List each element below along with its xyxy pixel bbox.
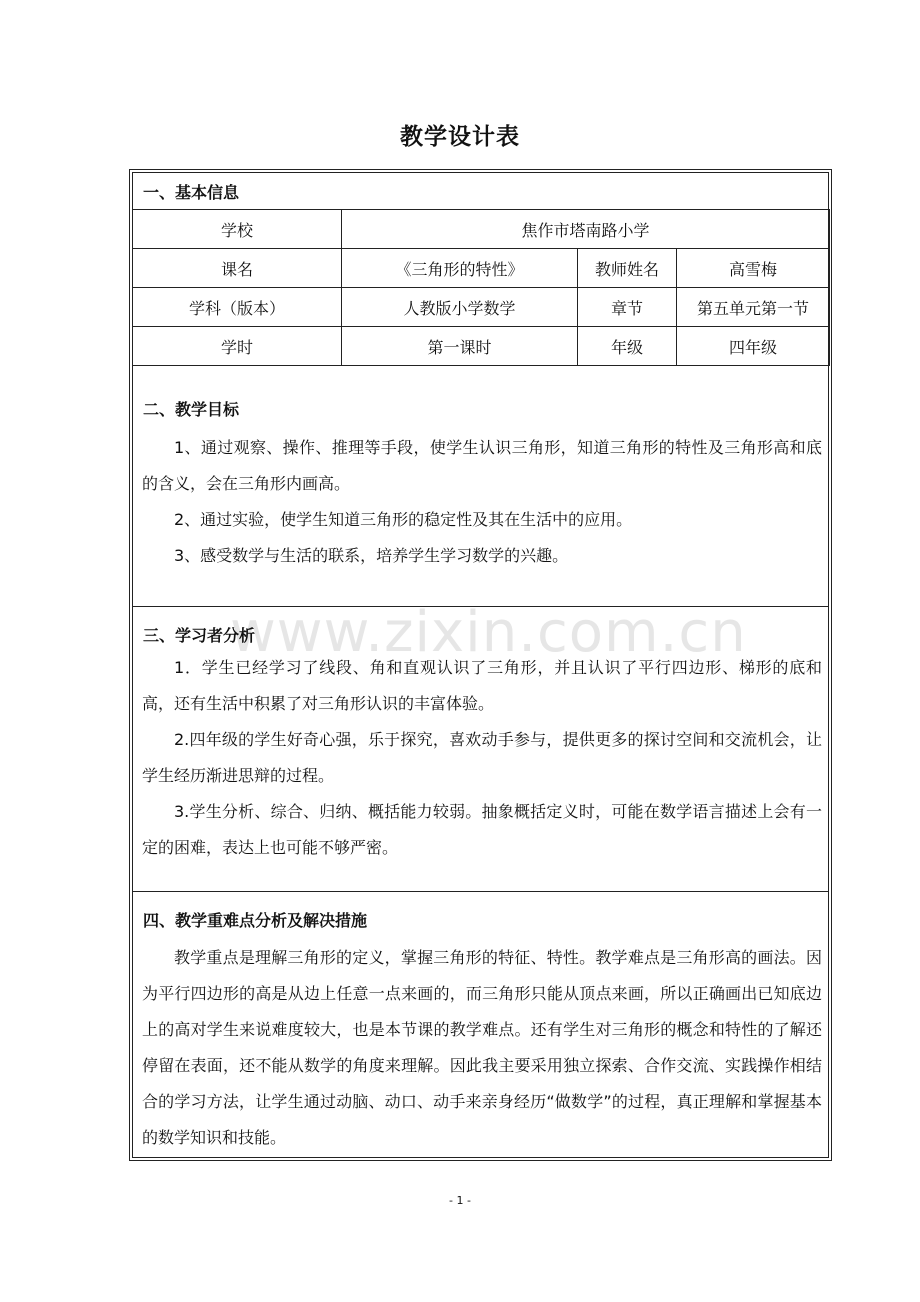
table-cell: 课名 <box>133 249 342 288</box>
page-number: - 1 - <box>449 1194 471 1207</box>
table-cell: 第五单元第一节 <box>677 288 830 327</box>
table-cell: 四年级 <box>677 327 830 366</box>
basic-info-table <box>132 209 830 366</box>
key-points-paragraph: 教学重点是理解三角形的定义，掌握三角形的特征、特性。教学难点是三角形高的画法。因为平行四边形的高是从边上任意一点来画的，而三角形只能从顶点来画，所以正确画出已知底边上的高对学生来说难度较大，也是本节课的教学难点。还有学生对三角形的概念和特性的了解还停留在表面，还不能从数学的角度来理解。因此我主要采用独立探索、合作交流、实践操作相结合的学习方法，让学生通过动脑、动口、动手来亲身经历“做数学”的过程，真正理解和掌握基本的数学知识和技能。 <box>142 948 822 1147</box>
table-cell: 学校 <box>133 210 342 249</box>
goal-paragraph: 1、通过观察、操作、推理等手段，使学生认识三角形，知道三角形的特性及三角形高和底的含义，会在三角形内画高。 <box>142 438 822 493</box>
frame-bottom-outer <box>129 1160 832 1161</box>
learner-paragraph: 3.学生分析、综合、归纳、概括能力较弱。抽象概括定义时，可能在数学语言描述上会有一定的困难，表达上也可能不够严密。 <box>142 802 822 857</box>
table-cell: 年级 <box>578 327 677 366</box>
table-cell: 学时 <box>133 327 342 366</box>
watermark-text: www.zixin.com.cn <box>230 600 747 665</box>
frame-left-outer <box>129 169 130 1161</box>
table-cell: 学科（版本） <box>133 288 342 327</box>
section-divider <box>132 891 829 892</box>
table-cell: 人教版小学数学 <box>342 288 578 327</box>
table-cell: 第一课时 <box>342 327 578 366</box>
goal-paragraph: 2、通过实验，使学生知道三角形的稳定性及其在生活中的应用。 <box>174 510 633 529</box>
table-cell: 教师姓名 <box>578 249 677 288</box>
table-row <box>133 327 830 366</box>
goal-paragraph: 3、感受数学与生活的联系，培养学生学习数学的兴趣。 <box>174 546 569 565</box>
learner-paragraph: 2.四年级的学生好奇心强，乐于探究，喜欢动手参与，提供更多的探讨空间和交流机会，让学生经历渐进思辩的过程。 <box>142 730 822 785</box>
section-key-points-heading: 四、教学重难点分析及解决措施 <box>143 911 368 930</box>
document-title: 教学设计表 <box>400 124 520 150</box>
table-cell: 焦作市塔南路小学 <box>342 210 830 249</box>
table-cell: 高雪梅 <box>677 249 830 288</box>
section-teaching-goals-heading: 二、教学目标 <box>143 400 240 419</box>
frame-top-inner <box>132 172 829 173</box>
section-basic-info-heading: 一、基本信息 <box>143 183 240 202</box>
table-row <box>133 288 830 327</box>
frame-right-outer <box>831 169 832 1161</box>
frame-bottom-inner <box>132 1157 829 1158</box>
table-row <box>133 210 830 249</box>
table-cell: 《三角形的特性》 <box>342 249 578 288</box>
table-cell: 章节 <box>578 288 677 327</box>
table-row <box>133 249 830 288</box>
learner-paragraph: 1．学生已经学习了线段、角和直观认识了三角形，并且认识了平行四边形、梯形的底和高，还有生活中积累了对三角形认识的丰富体验。 <box>142 658 822 713</box>
section-learner-analysis-heading: 三、学习者分析 <box>143 626 256 645</box>
frame-top-outer <box>129 169 832 170</box>
